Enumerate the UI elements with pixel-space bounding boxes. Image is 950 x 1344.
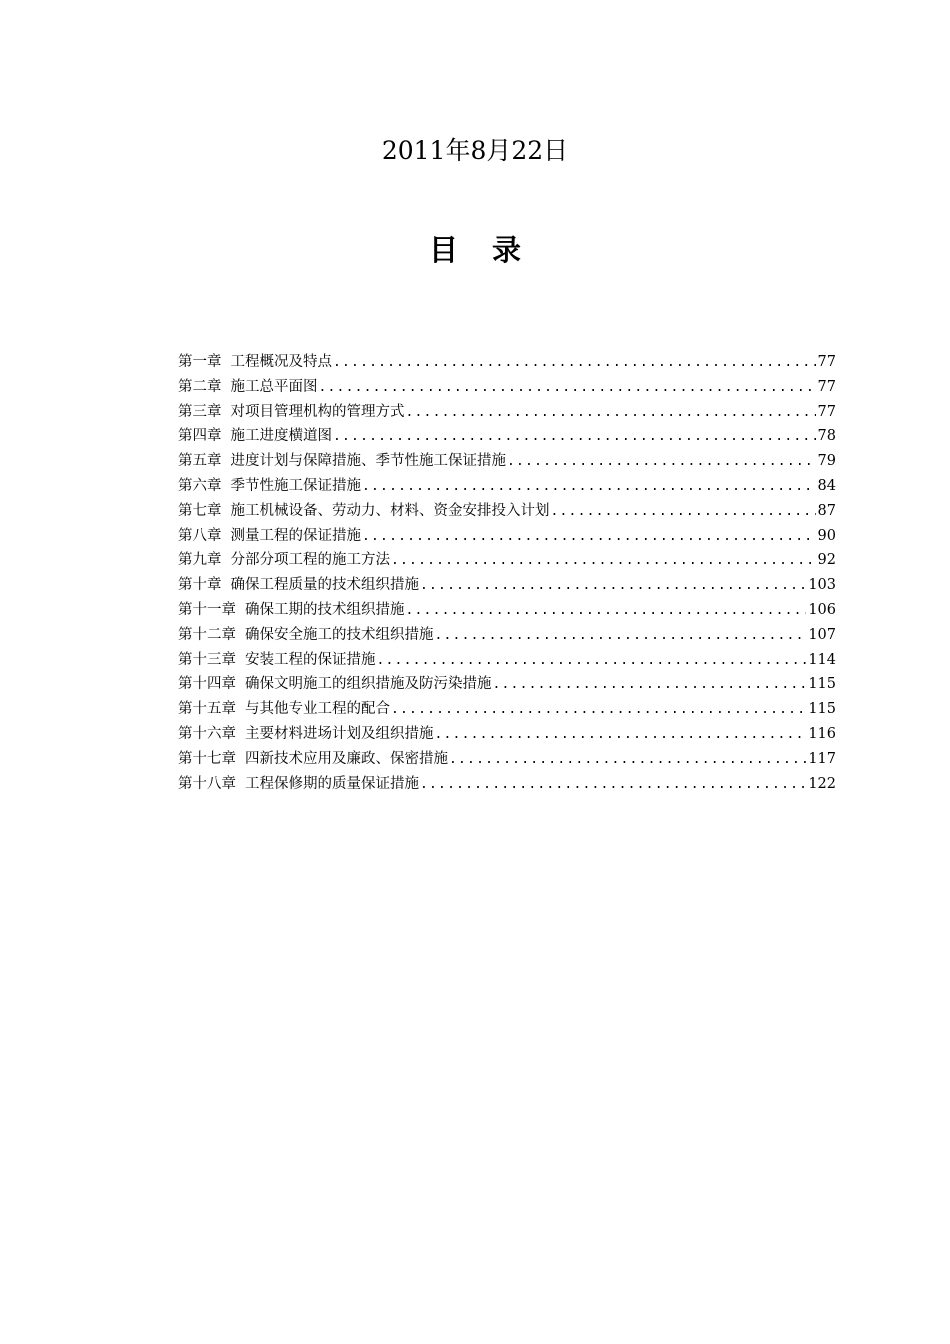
toc-chapter-title: 测量工程的保证措施 [230,527,361,544]
toc-chapter-number: 第四章 [178,428,222,445]
toc-dot-leader [333,425,816,450]
toc-dot-leader [362,525,816,550]
toc-dot-leader [406,401,816,426]
toc-chapter-title: 施工机械设备、劳动力、材料、资金安排投入计划 [230,502,550,519]
toc-chapter-number: 第九章 [178,552,222,569]
toc-entry[interactable] [178,573,836,598]
toc-chapter-title: 确保文明施工的组织措施及防污染措施 [245,676,492,693]
toc-chapter-number: 第十一章 [178,601,236,618]
toc-page-number: 107 [808,626,836,643]
toc-page-number: 115 [808,701,836,718]
toc-chapter-title: 分部分项工程的施工方法 [230,552,390,569]
toc-chapter-number: 第十七章 [178,750,236,767]
toc-dot-leader [551,500,816,525]
toc-dot-leader [435,723,807,748]
toc-title: 目录 [428,233,555,267]
toc-chapter-title: 工程保修期的质量保证措施 [245,775,419,792]
toc-chapter-number: 第十六章 [178,725,236,742]
table-of-contents [178,350,836,796]
toc-chapter-title: 主要材料进场计划及组织措施 [245,725,434,742]
toc-chapter-title: 与其他专业工程的配合 [245,701,390,718]
toc-entry[interactable] [178,424,836,449]
toc-chapter-title: 确保工期的技术组织措施 [245,601,405,618]
toc-page-number: 115 [808,676,836,693]
toc-page-number: 122 [808,775,836,792]
toc-page-number: 114 [808,651,836,668]
toc-page-number: 79 [817,453,836,470]
toc-chapter-title: 进度计划与保障措施、季节性施工保证措施 [230,453,506,470]
toc-chapter-number: 第十五章 [178,701,236,718]
toc-page-number: 87 [817,502,836,519]
toc-chapter-title: 施工进度横道图 [230,428,332,445]
document-date: 2011年8月22日 [381,136,569,165]
toc-page-number: 117 [808,750,836,767]
toc-page-number: 77 [817,378,836,395]
toc-dot-leader [377,649,807,674]
toc-page-number: 77 [817,403,836,420]
toc-chapter-number: 第十三章 [178,651,236,668]
toc-page-number: 92 [817,552,836,569]
toc-dot-leader [319,376,816,401]
toc-dot-leader [493,673,807,698]
toc-page-number: 90 [817,527,836,544]
toc-page-number: 84 [817,477,836,494]
toc-chapter-title: 对项目管理机构的管理方式 [230,403,405,420]
toc-entry[interactable] [178,598,836,623]
toc-page-number: 106 [808,601,836,618]
toc-dot-leader [507,450,816,475]
toc-chapter-title: 四新技术应用及廉政、保密措施 [245,750,448,767]
toc-entry[interactable] [178,623,836,648]
toc-page-number: 103 [808,577,836,594]
toc-entry[interactable] [178,722,836,747]
toc-entry[interactable] [178,400,836,425]
toc-entry[interactable] [178,474,836,499]
toc-dot-leader [435,624,807,649]
toc-chapter-number: 第十二章 [178,626,236,643]
toc-chapter-number: 第六章 [178,477,222,494]
toc-entry[interactable] [178,524,836,549]
toc-chapter-number: 第八章 [178,527,222,544]
toc-dot-leader [333,351,816,376]
toc-entry[interactable] [178,648,836,673]
toc-chapter-title: 季节性施工保证措施 [230,477,361,494]
toc-chapter-number: 第十八章 [178,775,236,792]
toc-entry[interactable] [178,772,836,797]
toc-dot-leader [420,574,806,599]
toc-dot-leader [406,599,807,624]
toc-page-number: 116 [808,725,836,742]
toc-entry[interactable] [178,672,836,697]
toc-chapter-number: 第十章 [178,577,222,594]
toc-entry[interactable] [178,499,836,524]
toc-entry[interactable] [178,548,836,573]
toc-page-number: 77 [817,354,836,370]
toc-chapter-number: 第三章 [178,403,222,420]
toc-chapter-title: 确保安全施工的技术组织措施 [245,626,434,643]
toc-chapter-number: 第十四章 [178,676,236,693]
toc-entry[interactable] [178,449,836,474]
toc-chapter-title: 安装工程的保证措施 [245,651,376,668]
toc-dot-leader [362,475,816,500]
toc-chapter-number: 第一章 [178,354,222,370]
toc-chapter-title: 工程概况及特点 [230,354,332,370]
toc-chapter-number: 第五章 [178,453,222,470]
toc-dot-leader [391,698,806,723]
toc-dot-leader [449,748,806,773]
toc-chapter-title: 施工总平面图 [230,378,318,395]
toc-dot-leader [391,549,816,574]
toc-entry[interactable] [178,697,836,722]
toc-dot-leader [420,773,806,798]
toc-entry[interactable] [178,747,836,772]
toc-entry[interactable] [178,350,836,375]
toc-entry[interactable] [178,375,836,400]
toc-chapter-number: 第二章 [178,378,222,395]
toc-chapter-title: 确保工程质量的技术组织措施 [230,577,419,594]
toc-page-number: 78 [817,428,836,445]
toc-chapter-number: 第七章 [178,502,222,519]
